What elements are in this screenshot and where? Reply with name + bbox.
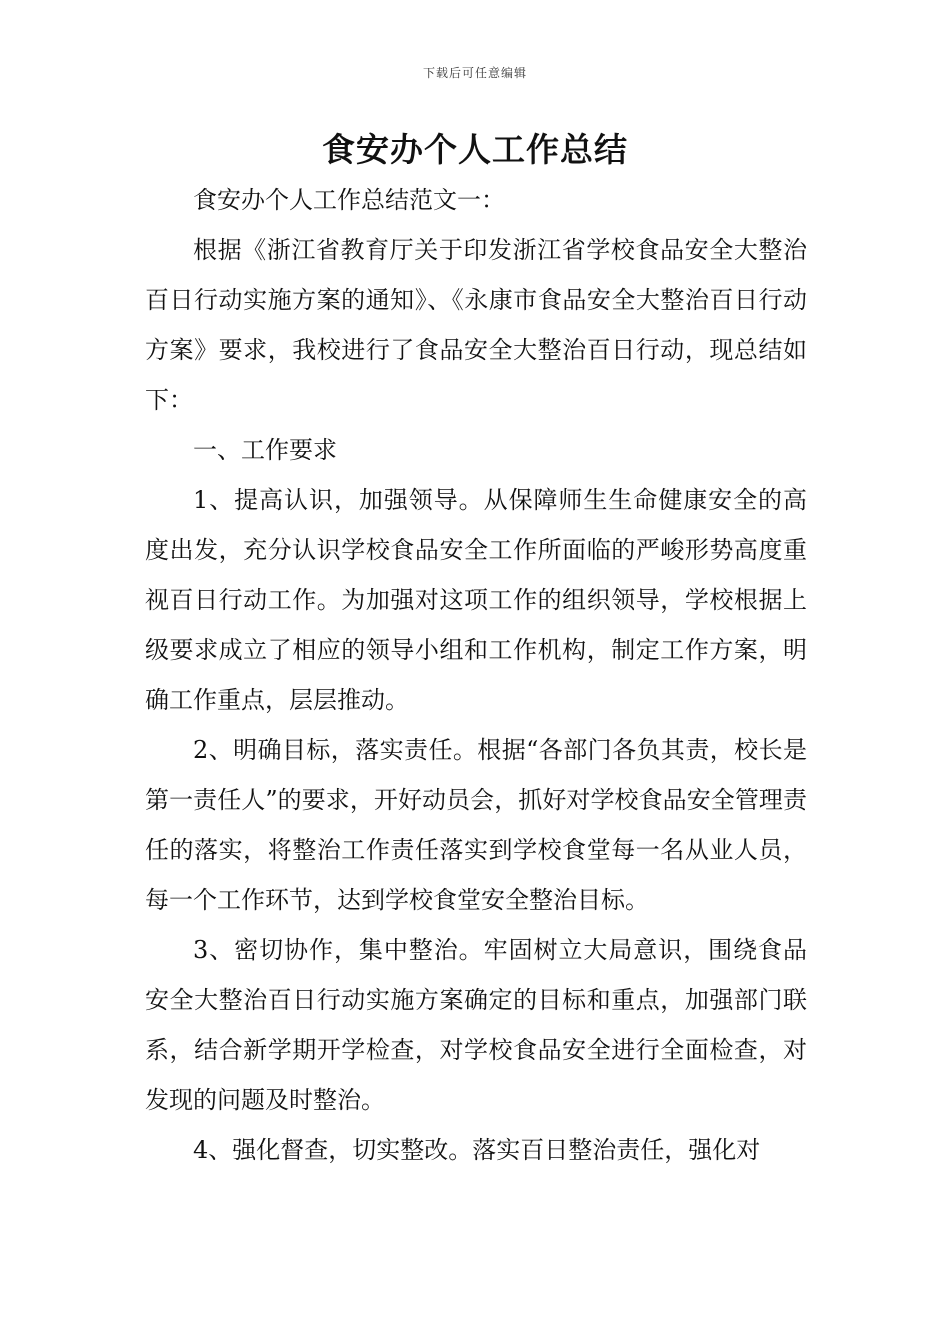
document-body [145, 175, 807, 1175]
paragraph-item-4: 4、强化督查，切实整改。落实百日整治责任，强化对 [193, 1136, 761, 1164]
paragraph-item-1: 1、提高认识，加强领导。从保障师生生命健康安全的高度出发，充分认识学校食品安全工作所面临的严峻形势高度重视百日行动工作。为加强对这项工作的组织领导，学校根据上级要求成立了相应的领导小组和工作机构，制定工作方案，明确工作重点，层层推动。 [145, 486, 807, 714]
header-note: 下载后可任意编辑 [422, 66, 527, 80]
paragraph-item-3: 3、密切协作，集中整治。牢固树立大局意识，围绕食品安全大整治百日行动实施方案确定的目标和重点，加强部门联系，结合新学期开学检查，对学校食品安全进行全面检查，对发现的问题及时整治。 [145, 936, 807, 1114]
paragraph-background: 根据《浙江省教育厅关于印发浙江省学校食品安全大整治百日行动实施方案的通知》、《永康市食品安全大整治百日行动方案》要求，我校进行了食品安全大整治百日行动，现总结如下： [145, 236, 807, 414]
paragraph-item-2: 2、明确目标，落实责任。根据“各部门各负其责，校长是第一责任人”的要求，开好动员会，抓好对学校食品安全管理责任的落实，将整治工作责任落实到学校食堂每一名从业人员，每一个工作环节，达到学校食堂安全整治目标。 [145, 736, 807, 914]
document-title: 食安办个人工作总结 [322, 130, 628, 169]
paragraph-intro: 食安办个人工作总结范文一： [193, 186, 505, 214]
section-heading: 一、工作要求 [193, 436, 337, 464]
